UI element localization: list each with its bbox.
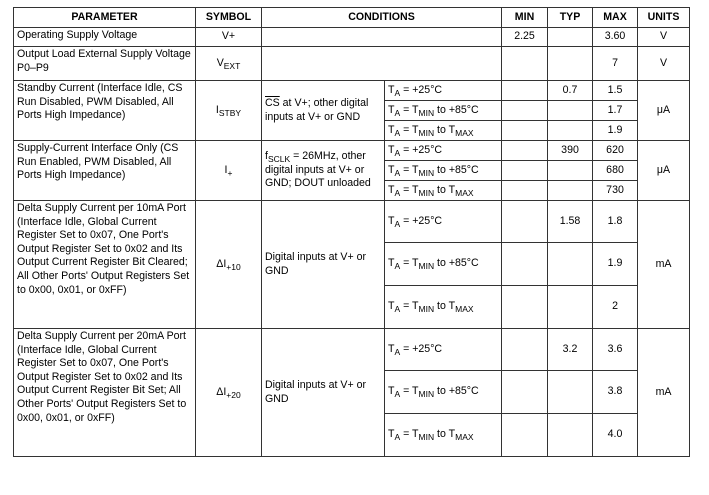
temp-cond-fragment: = T [400, 385, 419, 398]
temp-cond-fragment: = T [400, 257, 419, 270]
temp-cond-fragment: MIN [418, 107, 435, 118]
symbol-subscript: +10 [226, 261, 241, 272]
temp-cond-fragment: = T [400, 300, 419, 313]
min-cell: 2.25 [502, 28, 548, 47]
max-cell: 1.8 [593, 201, 638, 243]
temp-cond-fragment: = +25°C [400, 83, 443, 96]
symbol-subscript: EXT [223, 60, 241, 71]
temp-cond-fragment: T [388, 342, 395, 355]
temp-cond-fragment: = +25°C [400, 214, 443, 227]
temp-cond-fragment: MIN [418, 432, 435, 443]
typ-cell: 0.7 [548, 81, 593, 101]
max-cell: 3.6 [593, 329, 638, 371]
symbol-subscript: + [227, 167, 233, 178]
temp-cond-fragment: MIN [418, 304, 435, 315]
temp-cond-range [385, 121, 502, 141]
units-cell: μA [638, 141, 690, 201]
cs-overline: $\overline{CS}$ [265, 96, 280, 109]
cond-text: at V+; other digital inputs at V+ or GND [265, 96, 369, 123]
max-cell: 680 [593, 161, 638, 181]
header-symbol: SYMBOL [196, 8, 262, 28]
temp-cond-fragment: MAX [455, 127, 474, 138]
symbol-main: I [224, 163, 228, 176]
min-cell [502, 101, 548, 121]
temp-cond-fragment: MIN [418, 167, 435, 178]
max-cell: 730 [593, 181, 638, 201]
electrical-characteristics-table [13, 7, 690, 457]
units-cell: mA [638, 201, 690, 329]
min-cell [502, 243, 548, 286]
temp-cond-range [385, 414, 502, 457]
table-row [14, 47, 690, 81]
header-conditions: CONDITIONS [262, 8, 502, 28]
temp-cond-fragment: to +85°C [434, 163, 479, 176]
min-cell [502, 141, 548, 161]
symbol-main: ΔI [216, 257, 227, 270]
max-cell: 1.5 [593, 81, 638, 101]
min-cell [502, 414, 548, 457]
temp-cond-fragment: T [388, 257, 395, 270]
symbol-cell [196, 329, 262, 457]
temp-cond-fragment: MAX [455, 432, 474, 443]
min-cell [502, 201, 548, 243]
header-max: MAX [593, 8, 638, 28]
temp-cond-fragment: T [388, 83, 395, 96]
temp-cond-fragment: MIN [418, 261, 435, 272]
symbol-cell: V+ [196, 28, 262, 47]
conditions-cell [262, 47, 502, 81]
temp-cond-fragment: to T [434, 183, 456, 196]
typ-cell [548, 121, 593, 141]
symbol-cell [196, 141, 262, 201]
min-cell [502, 286, 548, 329]
temp-cond-fragment: = +25°C [400, 143, 443, 156]
min-cell [502, 329, 548, 371]
typ-cell [548, 243, 593, 286]
typ-cell: 1.58 [548, 201, 593, 243]
temp-cond-fragment: A [394, 218, 401, 229]
temp-cond-25 [385, 81, 502, 101]
conditions-cell [262, 141, 385, 201]
temp-cond-fragment: MIN [418, 127, 435, 138]
header-parameter: PARAMETER [14, 8, 196, 28]
typ-cell [548, 181, 593, 201]
min-cell [502, 81, 548, 101]
temp-cond-fragment: A [394, 147, 401, 158]
min-cell [502, 371, 548, 414]
temp-cond-fragment: = T [400, 163, 419, 176]
max-cell: 1.9 [593, 121, 638, 141]
conditions-cell [262, 28, 502, 47]
temp-cond-fragment: to +85°C [434, 385, 479, 398]
conditions-cell [262, 81, 385, 141]
min-cell [502, 161, 548, 181]
typ-cell: 390 [548, 141, 593, 161]
units-cell: mA [638, 329, 690, 457]
temp-cond-fragment: A [394, 167, 401, 178]
temp-cond-fragment: = T [400, 428, 419, 441]
typ-cell [548, 371, 593, 414]
typ-cell [548, 28, 593, 47]
temp-cond-fragment: T [388, 103, 395, 116]
temp-cond-85 [385, 101, 502, 121]
max-cell: 620 [593, 141, 638, 161]
cond-fragment: SCLK [267, 154, 291, 165]
header-min: MIN [502, 8, 548, 28]
temp-cond-fragment: = T [400, 123, 419, 136]
units-cell: V [638, 47, 690, 81]
typ-cell [548, 161, 593, 181]
temp-cond-fragment: to T [434, 123, 456, 136]
temp-cond-range [385, 286, 502, 329]
temp-cond-fragment: A [394, 432, 401, 443]
symbol-main: I [215, 103, 219, 116]
temp-cond-fragment: to T [434, 300, 456, 313]
temp-cond-fragment: MAX [455, 187, 474, 198]
units-cell: V [638, 28, 690, 47]
max-cell: 4.0 [593, 414, 638, 457]
table-row [14, 201, 690, 243]
max-cell: 1.7 [593, 101, 638, 121]
symbol-cell [196, 47, 262, 81]
header-units: UNITS [638, 8, 690, 28]
temp-cond-fragment: T [388, 385, 395, 398]
max-cell: 2 [593, 286, 638, 329]
temp-cond-fragment: A [394, 346, 401, 357]
temp-cond-fragment: A [394, 107, 401, 118]
typ-cell: 3.2 [548, 329, 593, 371]
symbol-main: V [216, 56, 224, 69]
typ-cell [548, 286, 593, 329]
typ-cell [548, 101, 593, 121]
table-row [14, 141, 690, 161]
temp-cond-fragment: T [388, 123, 395, 136]
max-cell: 3.60 [593, 28, 638, 47]
temp-cond-fragment: MIN [418, 389, 435, 400]
symbol-subscript: STBY [218, 107, 242, 118]
symbol-cell [196, 201, 262, 329]
temp-cond-fragment: A [394, 187, 401, 198]
temp-cond-85 [385, 243, 502, 286]
temp-cond-25 [385, 141, 502, 161]
param-cell: Delta Supply Current per 10mA Port (Interface Idle, Global Current Register Set to 0x07, One Port's Output Register Set to 0x02 and Its Output Current Register Bit Cleared; All Other Ports' Output Registers Set to 0x00, 0x01, or 0xFF) [14, 201, 196, 329]
temp-cond-fragment: T [388, 163, 395, 176]
table-row [14, 28, 690, 47]
temp-cond-fragment: to +85°C [434, 103, 479, 116]
cond-fragment: = 26MHz, other digital inputs at V+ or GND; DOUT unloaded [265, 150, 371, 190]
temp-cond-85 [385, 371, 502, 414]
temp-cond-fragment: A [394, 261, 401, 272]
temp-cond-fragment: MAX [455, 304, 474, 315]
min-cell [502, 181, 548, 201]
symbol-main: ΔI [216, 385, 227, 398]
header-typ: TYP [548, 8, 593, 28]
temp-cond-fragment: A [394, 389, 401, 400]
temp-cond-fragment: T [388, 183, 395, 196]
temp-cond-fragment: T [388, 143, 395, 156]
temp-cond-85 [385, 161, 502, 181]
max-cell: 3.8 [593, 371, 638, 414]
param-cell: Operating Supply Voltage [14, 28, 196, 47]
typ-cell [548, 414, 593, 457]
conditions-cell: Digital inputs at V+ or GND [262, 201, 385, 329]
symbol-cell [196, 81, 262, 141]
typ-cell [548, 47, 593, 81]
temp-cond-25 [385, 329, 502, 371]
temp-cond-fragment: = +25°C [400, 342, 443, 355]
temp-cond-range [385, 181, 502, 201]
temp-cond-fragment: to +85°C [434, 257, 479, 270]
temp-cond-25 [385, 201, 502, 243]
temp-cond-fragment: A [394, 127, 401, 138]
temp-cond-fragment: MIN [418, 187, 435, 198]
temp-cond-fragment: = T [400, 183, 419, 196]
temp-cond-fragment: A [394, 87, 401, 98]
temp-cond-fragment: T [388, 300, 395, 313]
temp-cond-fragment: T [388, 214, 395, 227]
max-cell: 7 [593, 47, 638, 81]
cond-fragment: f [265, 150, 268, 163]
param-cell: Delta Supply Current per 20mA Port (Interface Idle, Global Current Register Set to 0x07, One Port's Output Register Set to 0x02 and Its Output Current Register Bit Set; All Other Ports' Output Registers Set to 0x00, 0x01, or 0xFF) [14, 329, 196, 457]
param-cell: Standby Current (Interface Idle, CS Run Disabled, PWM Disabled, All Ports High Impedance) [14, 81, 196, 141]
min-cell [502, 121, 548, 141]
param-cell: Output Load External Supply Voltage P0–P9 [14, 47, 196, 81]
param-cell: Supply-Current Interface Only (CS Run Enabled, PWM Disabled, All Ports High Impedance) [14, 141, 196, 201]
temp-cond-fragment: to T [434, 428, 456, 441]
max-cell: 1.9 [593, 243, 638, 286]
units-cell: μA [638, 81, 690, 141]
symbol-subscript: +20 [226, 389, 241, 400]
temp-cond-fragment: A [394, 304, 401, 315]
temp-cond-fragment: T [388, 428, 395, 441]
table-row [14, 329, 690, 371]
table-row [14, 81, 690, 101]
temp-cond-fragment: = T [400, 103, 419, 116]
min-cell [502, 47, 548, 81]
conditions-cell: Digital inputs at V+ or GND [262, 329, 385, 457]
header-row [14, 8, 690, 28]
